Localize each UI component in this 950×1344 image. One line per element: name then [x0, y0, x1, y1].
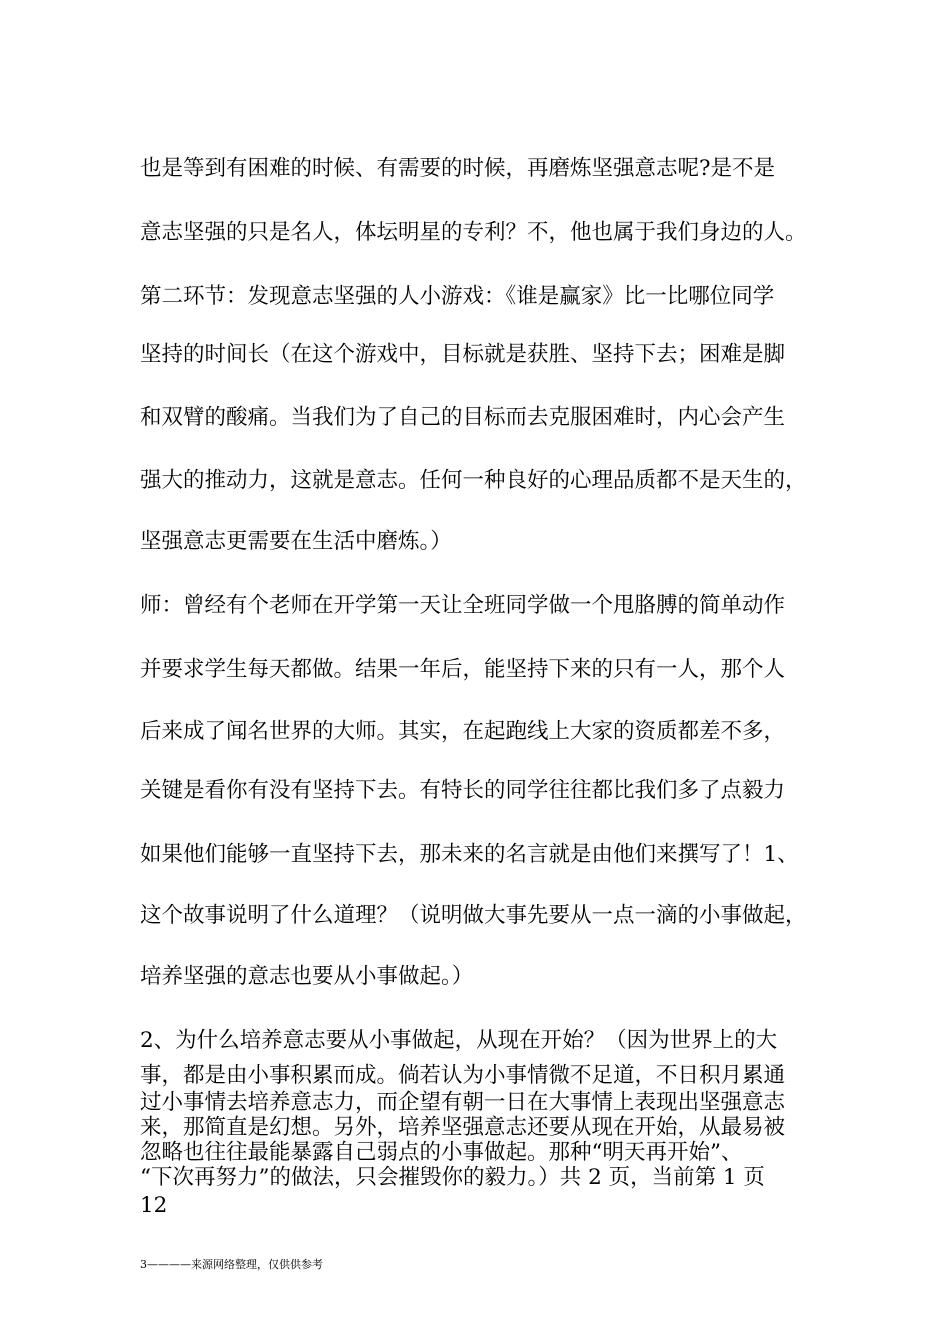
paragraph-line: 关键是看你有没有坚持下去。有特长的同学往往都比我们多了点毅力	[140, 778, 786, 803]
paragraph-line: 意志坚强的只是名人，体坛明星的专利？不，他也属于我们身边的人。	[140, 220, 807, 245]
paragraph-line: 第二环节：发现意志坚强的人小游戏：《谁是赢家》比一比哪位同学	[140, 284, 775, 309]
paragraph-line: 培养坚强的意志也要从小事做起。）	[140, 964, 474, 989]
paragraph-line: 师：曾经有个老师在开学第一天让全班同学做一个甩胳膊的简单动作	[140, 593, 786, 618]
dense-line: 过小事情去培养意志力，而企望有朝一日在大事情上表现出坚强意志	[140, 1090, 786, 1115]
paragraph-line: 也是等到有困难的时候、有需要的时候，再磨炼坚强意志呢?是不是	[140, 156, 776, 181]
paragraph-line: 坚持的时间长（在这个游戏中，目标就是获胜、坚持下去；困难是脚	[140, 342, 786, 367]
paragraph-line: 坚强意志更需要在生活中磨炼。）	[140, 529, 452, 554]
paragraph-line: 这个故事说明了什么道理？（说明做大事先要从一点一滴的小事做起，	[140, 903, 807, 928]
paragraph-line: 如果他们能够一直坚持下去，那未来的名言就是由他们来撰写了！1、	[140, 842, 799, 867]
dense-line: “下次再努力”的做法，只会摧毁你的毅力。）共 2 页，当前第 1 页	[140, 1165, 765, 1190]
page-footer: 3————来源网络整理，仅供供参考	[140, 1258, 323, 1271]
page-number-line: 12	[140, 1193, 168, 1218]
paragraph-line: 后来成了闻名世界的大师。其实，在起跑线上大家的资质都差不多，	[140, 719, 786, 744]
paragraph-line: 和双臂的酸痛。当我们为了自己的目标而去克服困难时，内心会产生	[140, 405, 786, 430]
paragraph-line: 2、为什么培养意志要从小事做起，从现在开始？（因为世界上的大	[140, 1028, 778, 1053]
dense-line: 事，都是由小事积累而成。倘若认为小事情微不足道，不日积月累通	[140, 1063, 786, 1088]
dense-line: 忽略也往往最能暴露自己弱点的小事做起。那种“明天再开始”、	[140, 1140, 743, 1165]
paragraph-line: 并要求学生每天都做。结果一年后，能坚持下来的只有一人，那个人	[140, 657, 786, 682]
paragraph-line: 强大的推动力，这就是意志。任何一种良好的心理品质都不是天生的，	[140, 468, 807, 493]
dense-line: 来，那简直是幻想。另外，培养坚强意志还要从现在开始，从最易被	[140, 1115, 786, 1140]
